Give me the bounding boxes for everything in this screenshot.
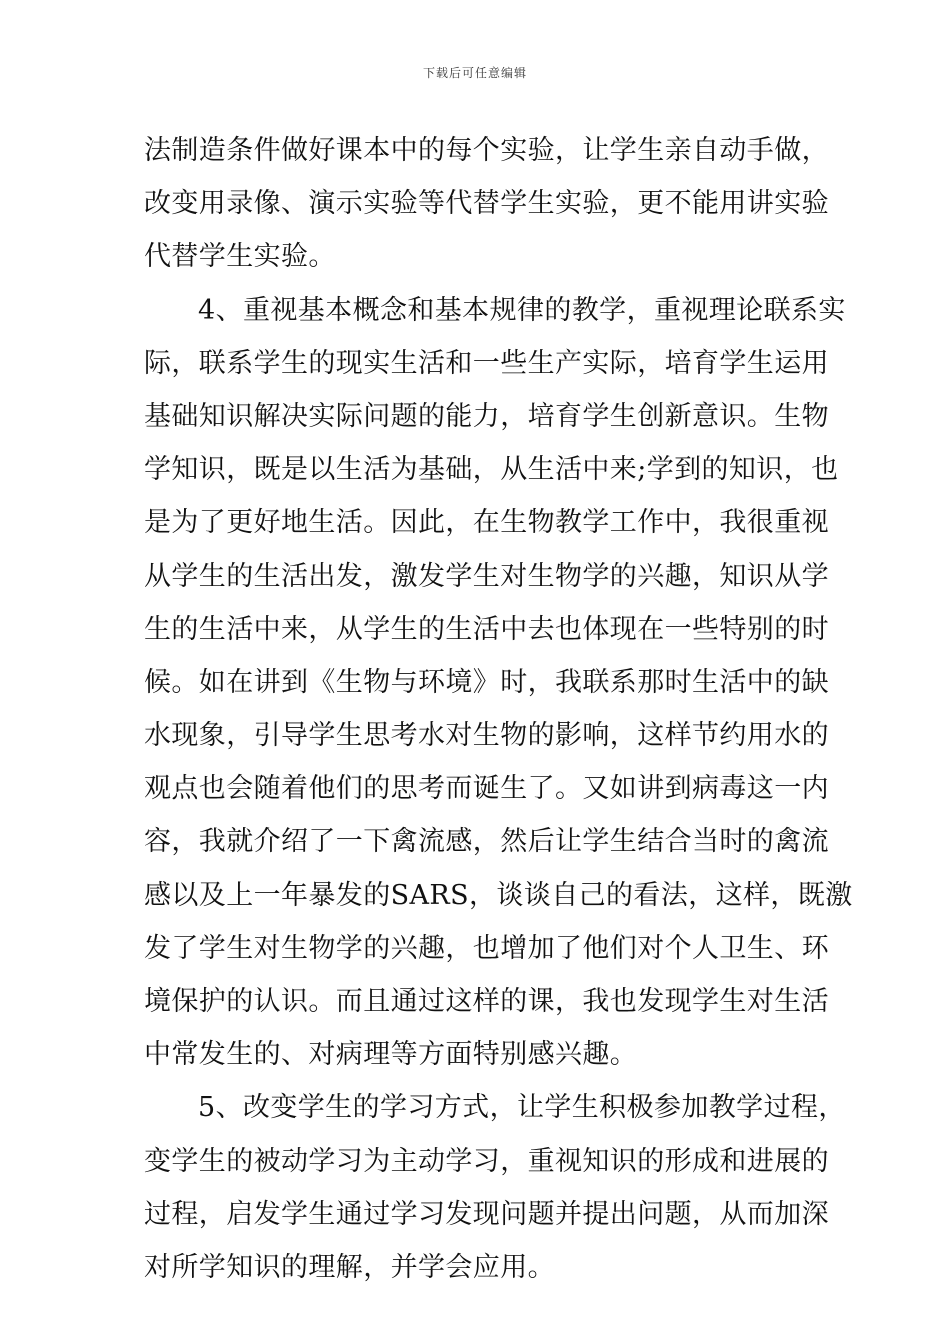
text-line: 对所学知识的理解，并学会应用。: [144, 1251, 555, 1283]
page-header-note: 下载后可任意编辑: [422, 66, 527, 80]
body-text: [144, 124, 853, 1294]
text-line: 发了学生对生物学的兴趣，也增加了他们对个人卫生、环: [144, 932, 829, 964]
text-line: 感以及上一年暴发的SARS，谈谈自己的看法，这样，既激: [144, 879, 853, 911]
text-line: 代替学生实验。: [144, 241, 336, 273]
text-line: 变学生的被动学习为主动学习，重视知识的形成和进展的: [144, 1145, 829, 1177]
text-line: 水现象，引导学生思考水对生物的影响，这样节约用水的: [144, 720, 829, 752]
text-line: 容，我就介绍了一下禽流感，然后让学生结合当时的禽流: [144, 826, 829, 858]
text-line: 基础知识解决实际问题的能力，培育学生创新意识。生物: [144, 400, 829, 432]
text-line: 候。如在讲到《生物与环境》时，我联系那时生活中的缺: [144, 666, 829, 698]
text-line: 改变用录像、演示实验等代替学生实验，更不能用讲实验: [144, 188, 829, 220]
text-line: 是为了更好地生活。因此，在生物教学工作中，我很重视: [144, 507, 829, 539]
text-line: 法制造条件做好课本中的每个实验，让学生亲自动手做，: [144, 135, 829, 166]
paragraph-start-line: 5、改变学生的学习方式，让学生积极参加教学过程，: [198, 1092, 846, 1124]
text-line: 境保护的认识。而且通过这样的课，我也发现学生对生活: [144, 986, 829, 1017]
text-line: 观点也会随着他们的思考而诞生了。又如讲到病毒这一内: [144, 773, 829, 805]
text-line: 从学生的生活出发，激发学生对生物学的兴趣，知识从学: [144, 560, 829, 592]
paragraph-start-line: 4、重视基本概念和基本规律的教学，重视理论联系实: [198, 294, 846, 326]
text-line: 生的生活中来，从学生的生活中去也体现在一些特别的时: [144, 613, 829, 645]
text-line: 过程，启发学生通过学习发现问题并提出问题，从而加深: [144, 1198, 829, 1230]
text-line: 学知识，既是以生活为基础，从生活中来;学到的知识，也: [144, 454, 839, 486]
text-line: 中常发生的、对病理等方面特别感兴趣。: [144, 1039, 638, 1071]
text-line: 际，联系学生的现实生活和一些生产实际，培育学生运用: [144, 347, 829, 379]
